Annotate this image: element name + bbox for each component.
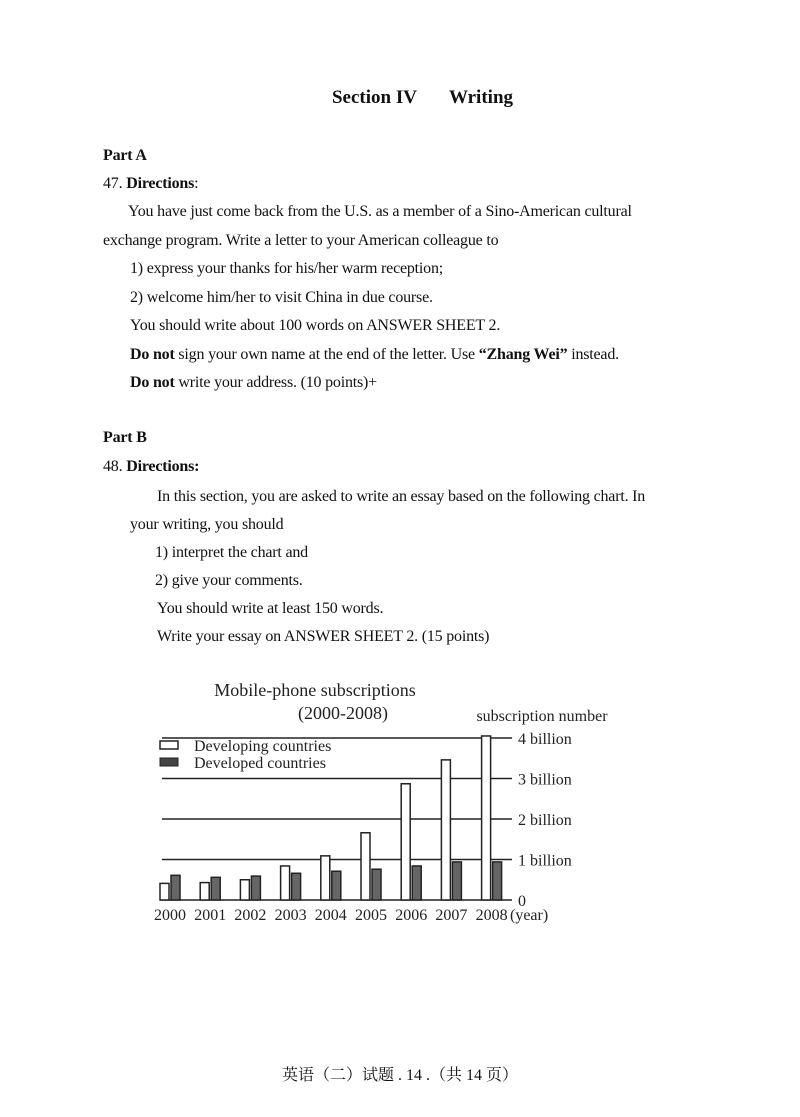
requirement-1: 1) express your thanks for his/her warm reception; — [130, 260, 444, 277]
legend-label-developed: Developed countries — [194, 755, 326, 772]
requirement-2: 2) give your comments. — [155, 572, 303, 589]
bar-developing — [160, 883, 169, 900]
y-tick-label: 4 billion — [518, 731, 572, 748]
colon: : — [194, 175, 199, 192]
answer-sheet-instruction: Write your essay on ANSWER SHEET 2. (15 points) — [157, 628, 490, 645]
directions-label: Directions: — [126, 458, 200, 475]
legend-swatch-developed — [160, 758, 178, 766]
address-note — [130, 373, 377, 393]
bold-do-not: Do not — [130, 374, 175, 391]
x-tick-label: 2005 — [355, 907, 387, 924]
y-axis-label: subscription number — [476, 708, 608, 725]
bar-developing — [240, 880, 249, 900]
bar-developing — [361, 833, 370, 900]
question-47-directions — [103, 174, 198, 194]
bar-developed — [493, 862, 502, 900]
part-b-heading: Part B — [103, 429, 147, 446]
section-title — [0, 87, 800, 109]
section-label: Section IV — [331, 87, 417, 108]
requirement-1: 1) interpret the chart and — [155, 544, 308, 561]
note-text: write your address. (10 points)+ — [174, 374, 377, 391]
question-number: 48. — [103, 458, 123, 475]
legend — [160, 738, 331, 772]
y-tick-label: 1 billion — [518, 852, 572, 870]
bar-developed — [412, 866, 421, 900]
bar-developed — [211, 877, 220, 900]
mobile-subscriptions-chart — [150, 670, 630, 930]
word-count-instruction: You should write about 100 words on ANSWER SHEET 2. — [130, 317, 501, 334]
bar-developing — [401, 784, 410, 900]
bar-developed — [332, 871, 341, 900]
y-tick-label: 3 billion — [518, 771, 572, 789]
legend-swatch-developing — [160, 741, 178, 749]
question-number: 47. — [103, 175, 123, 192]
x-tick-label: 2007 — [435, 907, 468, 924]
part-a-heading: Part A — [103, 147, 147, 164]
bar-developed — [171, 875, 180, 900]
bar-developed — [372, 869, 381, 900]
bar-developed — [452, 862, 461, 900]
bar-developed — [251, 876, 260, 900]
bar-developing — [281, 866, 290, 900]
x-tick-label: 2004 — [314, 907, 347, 924]
x-tick-label: 2003 — [274, 907, 307, 924]
requirement-2: 2) welcome him/her to visit China in due course. — [130, 289, 433, 306]
chart-title: Mobile-phone subscriptions — [214, 680, 416, 700]
bar-developing — [200, 883, 209, 900]
x-axis-label: (year) — [510, 907, 549, 924]
bar-developing — [482, 736, 491, 900]
paragraph-line: exchange program. Write a letter to your American colleague to — [103, 232, 499, 249]
paragraph-line: your writing, you should — [130, 516, 284, 533]
note-end: instead. — [567, 346, 619, 363]
y-tick-label: 0 — [518, 893, 526, 910]
paragraph-line: In this section, you are asked to write an essay based on the following chart. In — [157, 488, 646, 505]
directions-label: Directions — [126, 175, 195, 192]
signature-note — [130, 345, 619, 365]
bar-developed — [292, 873, 301, 900]
y-tick-label: 2 billion — [518, 812, 572, 829]
x-tick-label: 2001 — [194, 907, 227, 924]
page-footer: 英语（二）试题 . 14 .（共 14 页） — [281, 1067, 518, 1084]
bar-developing — [441, 760, 450, 900]
bold-do-not: Do not — [130, 346, 175, 363]
x-tick-label: 2006 — [395, 907, 428, 924]
name-zhang-wei: “Zhang Wei” — [478, 346, 568, 363]
section-name: Writing — [448, 87, 514, 108]
x-tick-label: 2000 — [154, 907, 186, 924]
x-tick-label: 2008 — [475, 907, 508, 924]
legend-label-developing: Developing countries — [194, 738, 332, 755]
word-count-instruction: You should write at least 150 words. — [157, 600, 384, 617]
question-48-directions — [103, 457, 199, 477]
x-tick-label: 2002 — [234, 907, 267, 924]
paragraph-line: You have just come back from the U.S. as a member of a Sino-American cultural — [128, 203, 632, 220]
note-text: sign your own name at the end of the letter. Use — [174, 346, 479, 363]
chart-subtitle: (2000-2008) — [298, 703, 388, 723]
bar-developing — [321, 856, 330, 900]
